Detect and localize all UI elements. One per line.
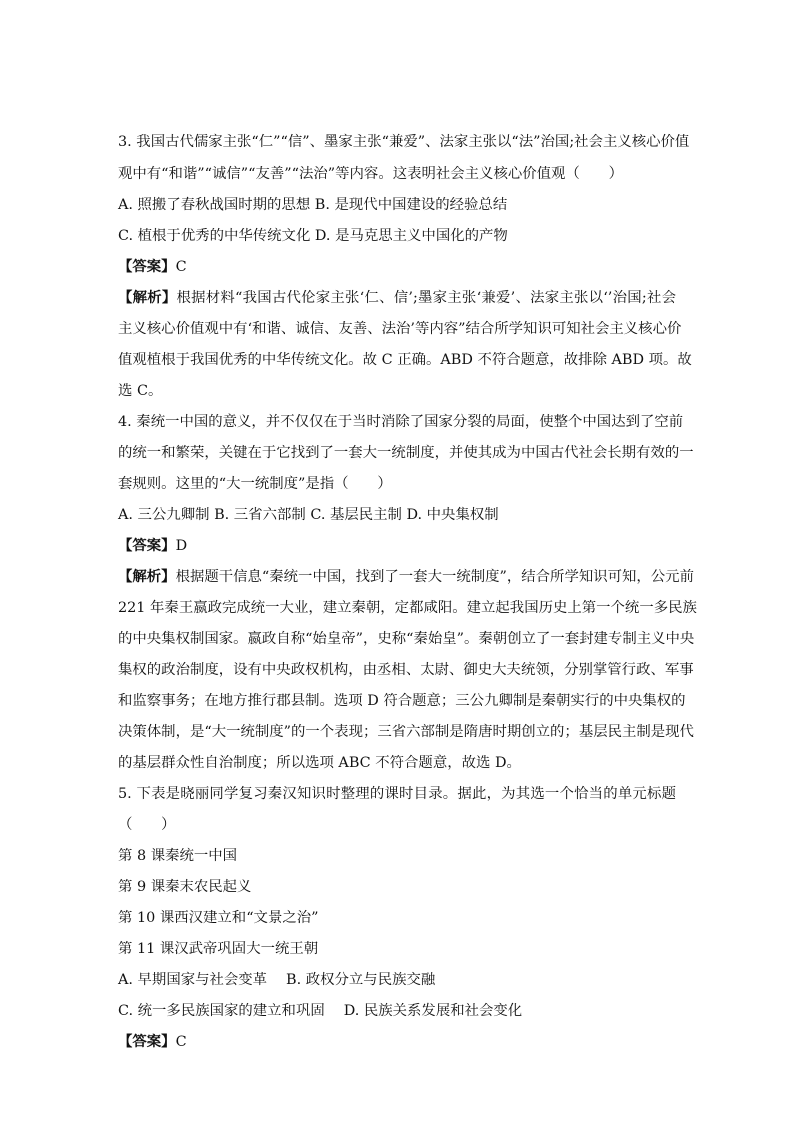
q3-options-line-1: A. 照搬了春秋战国时期的思想 B. 是现代中国建设的经验总结: [118, 197, 508, 213]
q4-analysis-line-6: 决策体制，是“大一统制度”的一个表现；三省六部制是隋唐时期创立的；基层民主制是现代: [118, 724, 694, 740]
q5-stem-line-2: （ ）: [118, 817, 176, 833]
q3-answer-label: 【答案】: [118, 258, 176, 275]
q3-analysis-label: 【解析】: [118, 289, 177, 306]
q5-lesson-item: 第 8 课秦统一中国: [118, 848, 238, 864]
q4-answer-label: 【答案】: [118, 537, 176, 554]
q4-analysis-text-1: 根据题干信息“秦统一中国，找到了一套大一统制度”，结合所学知识可知，公元前: [175, 569, 694, 585]
q4-analysis-label: 【解析】: [118, 568, 176, 585]
q4-stem-line-2: 的统一和繁荣，关键在于它找到了一套大一统制度，并使其成为中国古代社会长期有效的一: [118, 445, 694, 461]
q5-options-line-1: A. 早期国家与社会变革 B. 政权分立与民族交融: [118, 972, 436, 988]
q5-answer: [118, 1032, 187, 1052]
q3-options-line-2: C. 植根于优秀的中华传统文化 D. 是马克思主义中国化的产物: [118, 228, 508, 244]
q5-answer-label: 【答案】: [118, 1033, 176, 1050]
q3-stem-line-1: 3. 我国古代儒家主张“仁”“信”、墨家主张“兼爱”、法家主张以“法”治国;社会主义核心价值: [118, 134, 690, 150]
q3-analysis-line-2: 主义核心价值观中有‘和谐、诚信、友善、法治’等内容”结合所学知识可知社会主义核心价: [118, 321, 682, 337]
q3-analysis-line-1: [118, 288, 676, 308]
q4-answer: [118, 536, 187, 556]
q5-lesson-item: 第 9 课秦末农民起义: [118, 879, 252, 895]
q5-lesson-item: 第 10 课西汉建立和“文景之治”: [118, 910, 319, 926]
q4-analysis-line-7: 的基层群众性自治制度；所以选项 ABC 不符合题意，故选 D。: [118, 755, 521, 771]
q3-answer: [118, 257, 187, 277]
q3-stem-line-2: 观中有“和谐”“诚信”“友善”“法治”等内容。这表明社会主义核心价值观（ ）: [118, 166, 623, 182]
q5-lesson-item: 第 11 课汉武帝巩固大一统王朝: [118, 941, 319, 957]
q4-analysis-line-2: 221 年秦王嬴政完成统一大业，建立秦朝，定都咸阳。建立起我国历史上第一个统一多民族: [118, 600, 697, 616]
q4-stem-line-1: 4. 秦统一中国的意义，并不仅仅在于当时消除了国家分裂的局面，使整个中国达到了空前: [118, 414, 684, 430]
q4-analysis-line-1: [118, 567, 694, 587]
q5-stem-line-1: 5. 下表是晓丽同学复习秦汉知识时整理的课时目录。据此，为其选一个恰当的单元标题: [118, 786, 676, 802]
q3-analysis-line-3: 值观植根于我国优秀的中华传统文化。故 C 正确。ABD 不符合题意，故排除 ABD 项。故: [118, 352, 692, 368]
q4-analysis-line-3: 的中央集权制国家。嬴政自称“始皇帝”，史称“秦始皇”。秦朝创立了一套封建专制主义中央: [118, 631, 695, 647]
q3-answer-value: C: [175, 259, 187, 275]
q4-analysis-line-4: 集权的政治制度，设有中央政权机构，由丞相、太尉、御史大夫统领，分别掌管行政、军事: [118, 662, 694, 678]
q4-stem-line-3: 套规则。这里的“大一统制度”是指（ ）: [118, 476, 392, 492]
q4-options-line-1: A. 三公九卿制 B. 三省六部制 C. 基层民主制 D. 中央集权制: [118, 507, 499, 523]
q4-analysis-line-5: 和监察事务；在地方推行郡县制。选项 D 符合题意；三公九卿制是秦朝实行的中央集权的: [118, 693, 686, 709]
q5-answer-value: C: [175, 1034, 187, 1050]
q3-analysis-line-4: 选 C。: [118, 383, 163, 399]
q4-answer-value: D: [175, 538, 188, 554]
q3-analysis-text-1: 根据材料“我国古代伦家主张‘仁、信’;墨家主张‘兼爱’、法家主张以‘’治国;社会: [176, 290, 676, 306]
q5-options-line-2: C. 统一多民族国家的建立和巩固 D. 民族关系发展和社会变化: [118, 1003, 523, 1019]
